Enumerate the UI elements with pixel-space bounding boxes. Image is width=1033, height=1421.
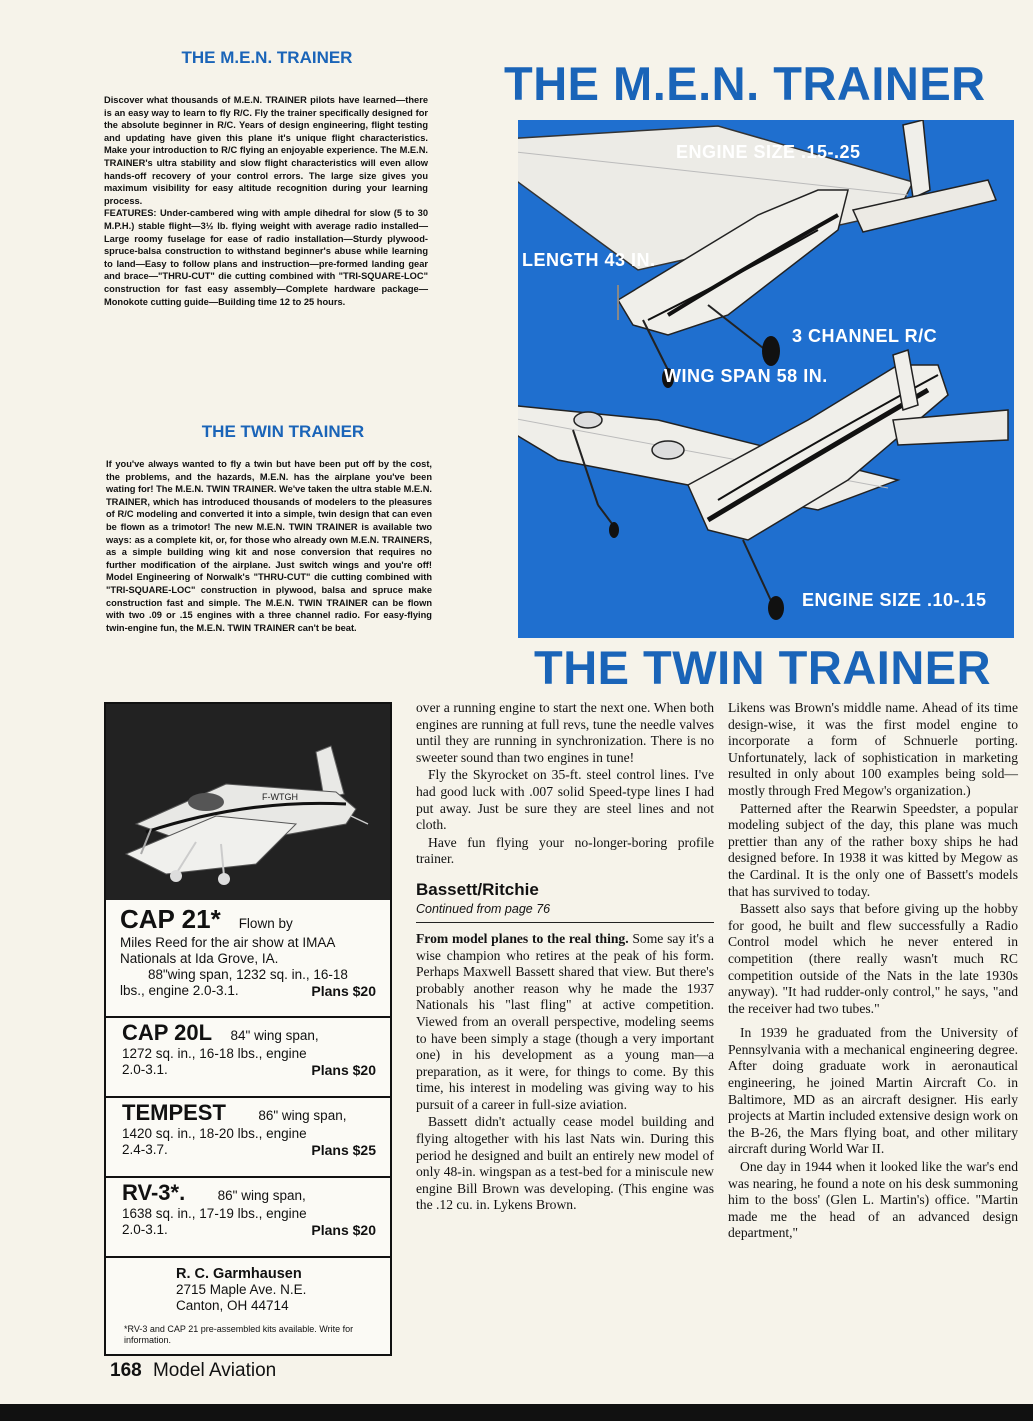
paragraph: Likens was Brown's middle name. Ahead of its time design-wise, it was the first model engine to incorporate a form of Schnuerle porting. Unfortunately, lack of sophistication in marketing resulted in only about 100 examples being sold—mostly through Fred Megow's organization.) xyxy=(728,700,1018,798)
trainer-title: THE M.E.N. TRAINER xyxy=(504,57,986,110)
plan-item-tempest xyxy=(106,1096,390,1176)
plan-tag: 84" wing span, xyxy=(230,1028,319,1043)
paragraph: over a running engine to start the next one. When both engines are running at full revs, tune the needle valves until they are running in synchronization. There is no sweeter sound than two engines in tune! xyxy=(416,700,714,765)
scan-bottom-edge xyxy=(0,1404,1033,1421)
plan-specs: 88"wing span, 1232 sq. in., 16-18 lbs., engine 2.0-3.1. xyxy=(120,967,348,998)
paragraph: Bassett didn't actually cease model building and flying altogether with his last Nats win. During this period he designed and built an entirely new model of only 48-in. wingspan as a test-bed for a miniscule new engine Bill Brown was developing. (This engine was the .12 cu. in. Lykens Brown. xyxy=(416,1114,714,1213)
paragraph: Fly the Skyrocket on 35-ft. steel control lines. I've had good luck with .007 solid Speed-type lines I had put away. Just be sure they are steel lines and not cloth. xyxy=(416,767,714,833)
lead-in: From model planes to the real thing. xyxy=(416,930,629,946)
magazine-name: Model Aviation xyxy=(152,1360,277,1381)
spec-length: LENGTH 43 IN. xyxy=(522,250,656,270)
product-photo-panel xyxy=(518,120,1014,638)
paragraph: Bassett also says that before giving up the hobby for good, he built and flew successfully a Radio Control model which he never entered in competition (there really wasn't much RC competition outside of the Nats in the late 1930s anyway). "It had rudder-only control," he says, "and the receiver had two tubes." xyxy=(728,901,1018,1016)
article-column-3 xyxy=(728,700,1018,1242)
plan-name: TEMPEST xyxy=(122,1100,226,1125)
plan-description: 1638 sq. in., 17-19 lbs., engine 2.0-3.1. xyxy=(122,1206,307,1237)
section-title: Bassett/Ritchie xyxy=(416,879,539,899)
twin-ad-heading: THE TWIN TRAINER xyxy=(201,422,365,441)
spec-engine-size-top: ENGINE SIZE .15-.25 xyxy=(676,142,861,162)
continued-from: Continued from page 76 xyxy=(416,902,714,923)
plan-description: Miles Reed for the air show at IMAA Nationals at Ida Grove, IA. xyxy=(120,935,335,966)
plan-description: 1420 sq. in., 18-20 lbs., engine 2.4-3.7. xyxy=(122,1126,307,1157)
trainer-ad-copy xyxy=(104,94,428,308)
paragraph: One day in 1944 when it looked like the war's end was nearing, he found a note on his desk summoning him to the boss' (Glen L. Martin's) office. "Martin made me the head of an advanced design department," xyxy=(728,1159,1018,1241)
cap21-airplane-image xyxy=(106,704,390,900)
cap21-registration: F-WTGH xyxy=(262,792,298,802)
contact-name: R. C. Garmhausen xyxy=(176,1266,302,1282)
twin-ad-copy xyxy=(106,458,432,634)
plans-advertisement xyxy=(104,702,392,1356)
plan-price: Plans $20 xyxy=(311,1062,376,1078)
paragraph: In 1939 he graduated from the University of Pennsylvania with a mechanical engineering degree. After doing graduate work in aeronautical engineering, he joined Martin Aircraft Co. in Baltimore, MD as an aircraft designer. His early projects at Martin included extensive design work on the B-26, the Mars flying boat, and other military aircraft during World War II. xyxy=(728,1025,1018,1157)
plan-price: Plans $20 xyxy=(311,1222,376,1238)
paragraph: Some say it's a wise champion who retires at the peak of his form. Perhaps Maxwell Bassett shared that view. But there's probably another reason why he made the 1937 Nationals his "last fling" at active competition. Viewed from an overall perspective, modeling seems to have been simply a stage (though a very important one) in his development as a young man—a preparation, as it were, for things to come. By this time, his interest in modeling was giving way to his pursuit of a career in full-size aviation. xyxy=(416,930,715,1112)
plan-item-cap21 xyxy=(106,900,390,1016)
plan-name: RV-3*. xyxy=(122,1180,186,1205)
trainer-ad-features: FEATURES: Under-cambered wing with ample dihedral for slow (5 to 30 M.P.H.) stable flight—3½ lb. flying weight with average radio installed—Large roomy fuselage for ease of radio installation—Sturdy plywood-spruce-balsa construction to withstand beginner's abuse while learning to land—Easy to follow plans and instruction—pre-formed landing gear and brace—"THRU-CUT" die cutting combined with "TRI-SQUARE-LOC" construction for fast easy assembly—Complete hardware package—Monokote cutting guide—Building time 12 to 25 hours. xyxy=(104,208,428,307)
page-number: 168 xyxy=(110,1360,142,1381)
contact-street: 2715 Maple Ave. N.E. xyxy=(176,1282,307,1297)
plan-name: CAP 21* xyxy=(120,904,221,934)
plan-item-cap20l xyxy=(106,1016,390,1096)
trainer-ad-heading: THE M.E.N. TRAINER xyxy=(181,48,353,67)
plan-tag: 86" wing span, xyxy=(217,1188,306,1203)
section-header xyxy=(416,880,714,923)
kits-note: *RV-3 and CAP 21 pre-assembled kits available. Write for information. xyxy=(124,1324,354,1345)
spec-wingspan: WING SPAN 58 IN. xyxy=(664,366,828,386)
plan-price: Plans $20 xyxy=(311,983,376,999)
plans-contact xyxy=(106,1256,390,1346)
page-footer xyxy=(110,1360,276,1382)
article-column-2 xyxy=(416,700,714,1214)
twin-title: THE TWIN TRAINER xyxy=(534,641,992,694)
plan-tag: Flown by xyxy=(238,916,293,931)
plan-tag: 86" wing span, xyxy=(258,1108,347,1123)
plan-name: CAP 20L xyxy=(122,1020,213,1045)
spec-engine-size-bottom: ENGINE SIZE .10-.15 xyxy=(802,590,987,610)
plan-price: Plans $25 xyxy=(311,1142,376,1158)
plan-item-rv3 xyxy=(106,1176,390,1256)
twin-ad-body: If you've always wanted to fly a twin but have been put off by the cost, the problems, and the hazards, M.E.N. has the airplane you've been wating for! The M.E.N. TWIN TRAINER. We've taken the ultra stable M.E.N. TRAINER, which has introduced thousands of modelers to the pleasures of R/C modeling and converted it into a simple, twin design that can even be flown as a trimotor! The new M.E.N. TWIN TRAINER is available two ways: as a complete kit, or, for those who already own M.E.N. TRAINERS, as a simple building wing kit and nose conversion that requires no further modification of the airplane. Just switch wings and you're off! Model Engineering of Norwalk's "THRU-CUT" die cutting combined with "TRI-SQUARE-LOC" construction in plywood, balsa and spruce make construction fast and simple. The M.E.N. TWIN TRAINER can be flown with two .09 or .15 engines with a three channel radio. For easy-flying twin-engine fun, the M.E.N. TWIN TRAINER can't be beat. xyxy=(106,459,432,633)
trainer-ad-body: Discover what thousands of M.E.N. TRAINER pilots have learned—there is an easy way to learn to fly R/C. Fly the trainer specifically designed for the absolute beginner in R/C. Years of design engineering, flight testing and updating have given this plane it's unique flight characteristics. Make your introduction to R/C flying an enjoyable experience. The M.E.N. TRAINER's ultra stability and slow flight characteristics will even allow hands-off recovery of your control errors. The large size gives you maximum visibility for easy altitude recognition during your learning process. xyxy=(104,95,428,206)
twin-trainer-airplane-image xyxy=(518,350,1008,620)
paragraph: Patterned after the Rearwin Speedster, a popular modeling subject of the day, this plane was much prettier than any of the rather boxy ships he had designed before. In 1938 it was kitted by Megow as the Cardinal. It is the only one of Bassett's models that has survived to today. xyxy=(728,800,1018,899)
paragraph: Have fun flying your no-longer-boring profile trainer. xyxy=(416,834,714,867)
plan-description: 1272 sq. in., 16-18 lbs., engine 2.0-3.1. xyxy=(122,1046,307,1077)
spec-channels: 3 CHANNEL R/C xyxy=(792,326,938,346)
cap21-photo xyxy=(106,704,390,900)
contact-city: Canton, OH 44714 xyxy=(176,1298,289,1313)
